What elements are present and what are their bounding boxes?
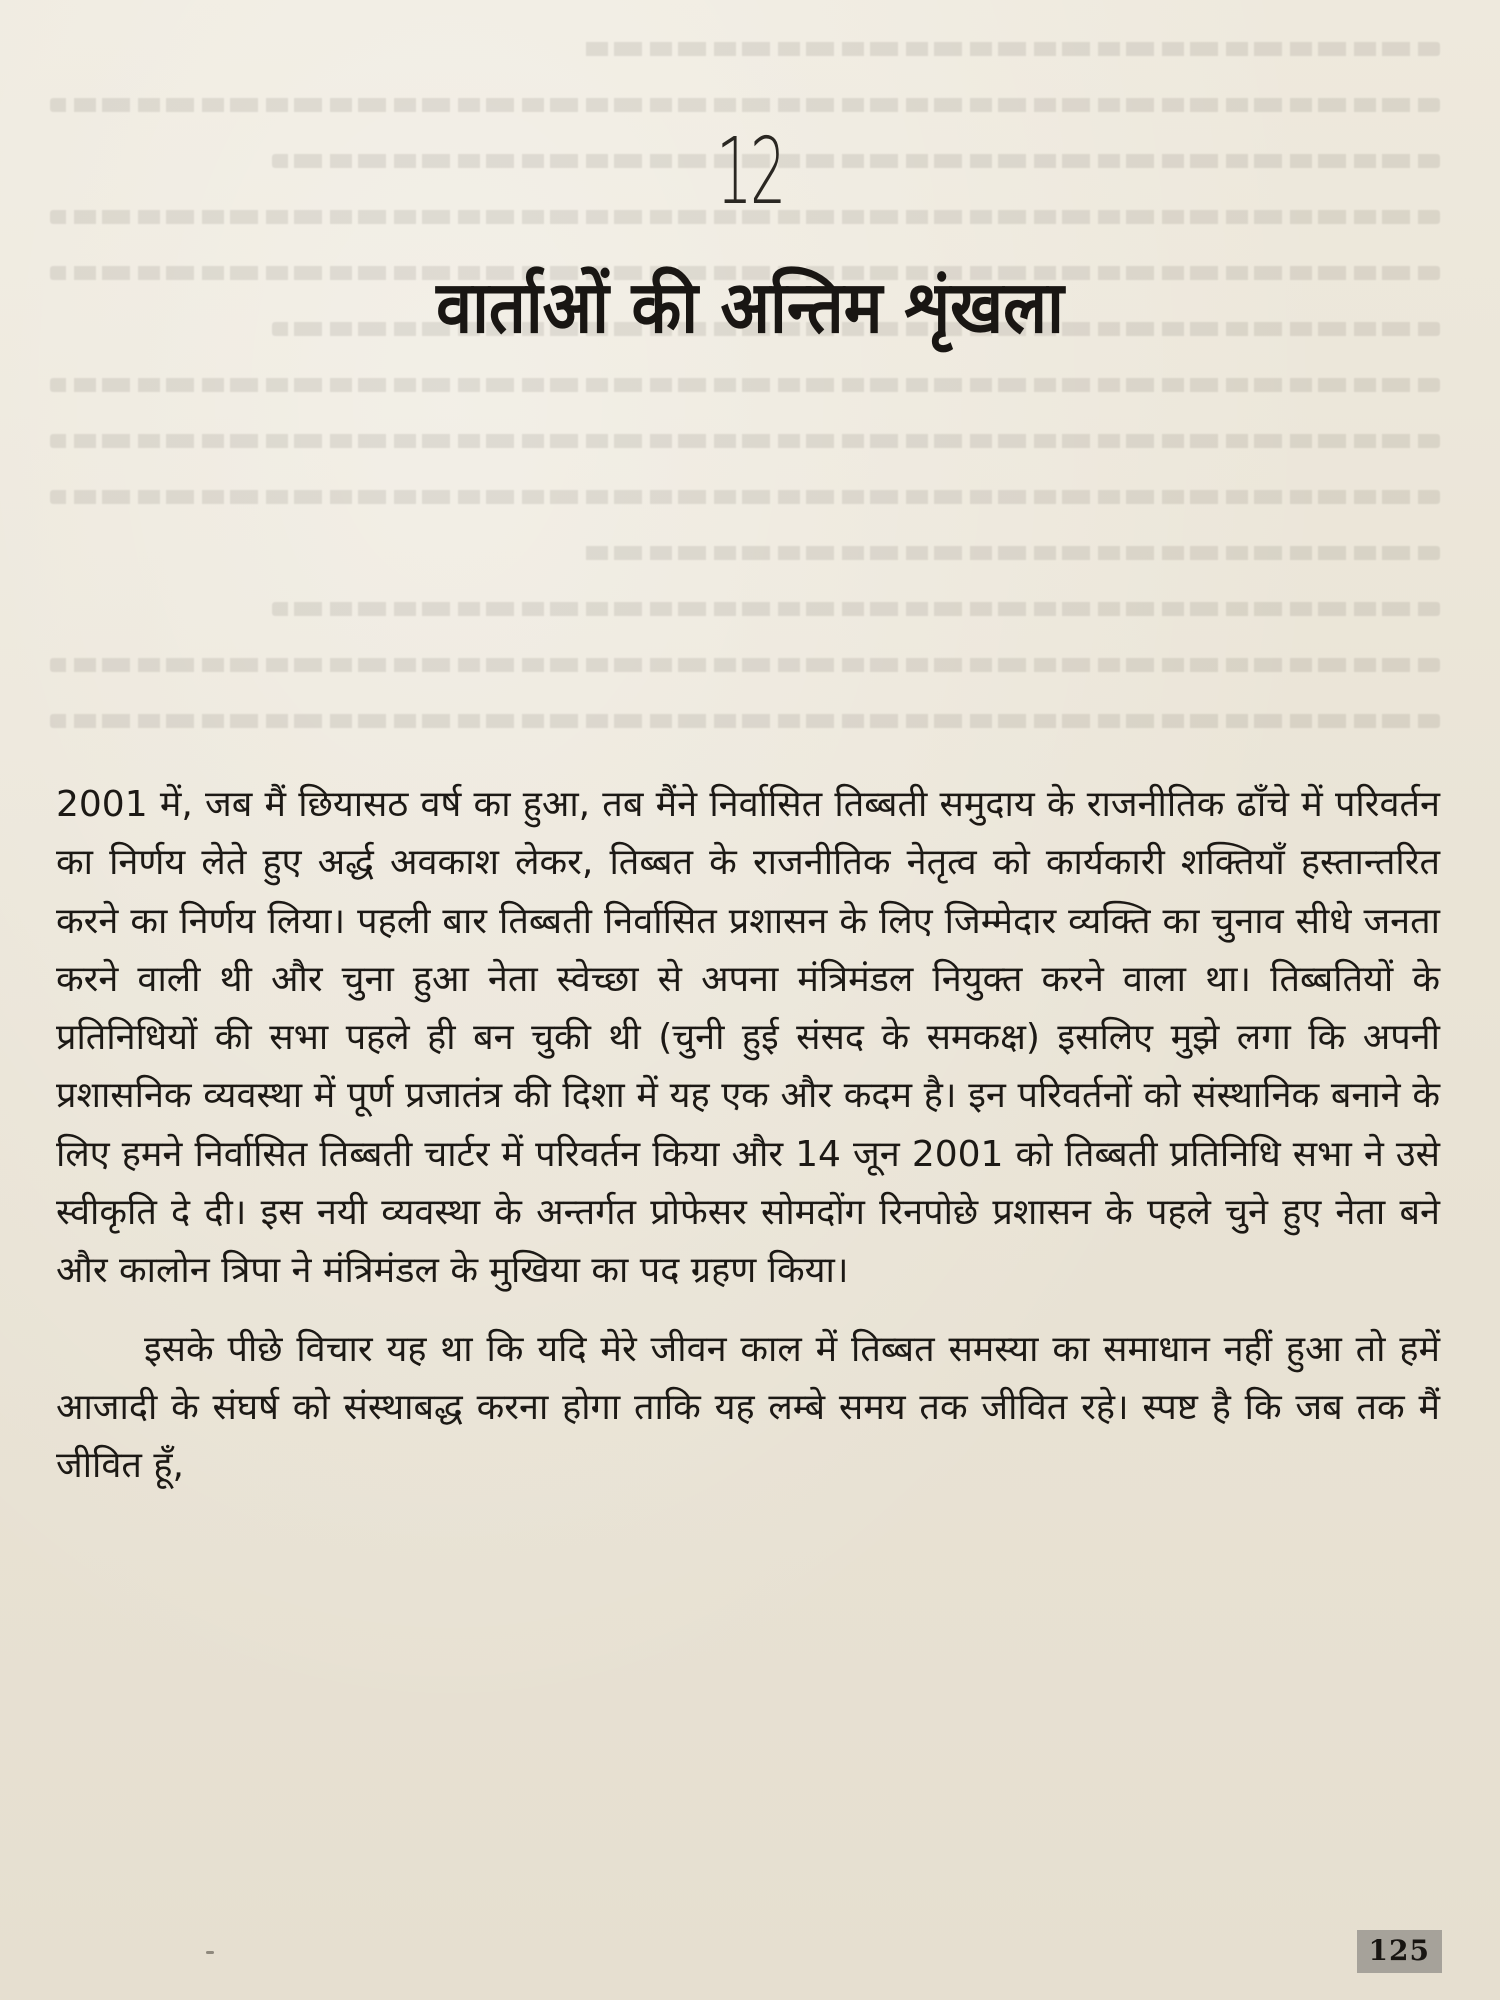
show-through-text	[50, 0, 1440, 740]
bleed-line	[272, 602, 1440, 616]
bleed-line	[50, 490, 1440, 504]
paragraph: इसके पीछे विचार यह था कि यदि मेरे जीवन काल में तिब्बत समस्या का समाधान नहीं हुआ तो हमें आजादी के संघर्ष को संस्थाबद्ध करना होगा ताकि यह लम्बे समय तक जीवित रहे। स्पष्ट है कि जब तक मैं जीवित हूँ,	[56, 1328, 1440, 1487]
bleed-line	[50, 434, 1440, 448]
body-text	[56, 776, 1440, 1496]
bleed-line	[50, 378, 1440, 392]
page-number: 125	[1357, 1930, 1442, 1973]
chapter-number: 12	[716, 118, 784, 225]
bleed-line	[50, 98, 1440, 112]
bleed-line	[578, 546, 1440, 560]
ink-speck	[206, 1951, 214, 1954]
chapter-title: वार्ताओं की अन्तिम शृंखला	[436, 265, 1064, 349]
paragraph: 2001 में, जब मैं छियासठ वर्ष का हुआ, तब मैंने निर्वासित तिब्बती समुदाय के राजनीतिक ढाँचे में परिवर्तन का निर्णय लेते हुए अर्द्ध अवकाश लेकर, तिब्बत के राजनीतिक नेतृत्व को कार्यकारी शक्तियाँ हस्तान्तरित करने का निर्णय लिया। पहली बार तिब्बती निर्वासित प्रशासन के लिए जिम्मेदार व्यक्ति का चुनाव सीधे जनता करने वाली थी और चुना हुआ नेता स्वेच्छा से अपना मंत्रिमंडल नियुक्त करने वाला था। तिब्बतियों के प्रतिनिधियों की सभा पहले ही बन चुकी थी (चुनी हुई संसद के समकक्ष) इसलिए मुझे लगा कि अपनी प्रशासनिक व्यवस्था में पूर्ण प्रजातंत्र की दिशा में यह एक और कदम है। इन परिवर्तनों को संस्थानिक बनाने के लिए हमने निर्वासित तिब्बती चार्टर में परिवर्तन किया और 14 जून 2001 को तिब्बती प्रतिनिधि सभा ने उसे स्वीकृति दे दी। इस नयी व्यवस्था के अन्तर्गत प्रोफेसर सोमदोंग रिनपोछे प्रशासन के पहले चुने हुए नेता बने और कालोन त्रिपा ने मंत्रिमंडल के मुखिया का पद ग्रहण किया।	[56, 784, 1440, 1292]
bleed-line	[50, 714, 1440, 728]
bleed-line	[50, 658, 1440, 672]
bleed-line	[578, 42, 1440, 56]
